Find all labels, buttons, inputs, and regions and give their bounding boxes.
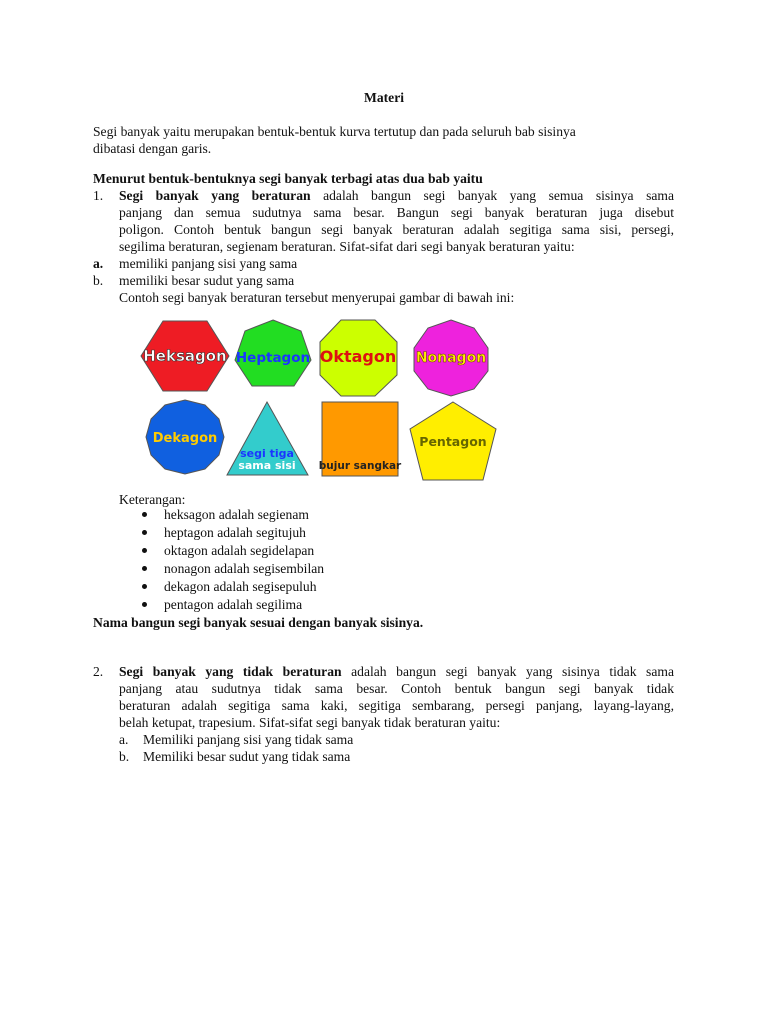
item-2-line-2: panjang atau sudutnya tidak sama besar. Contoh bentuk bangun segi banyak tidak [119,681,674,696]
item-1-line-1-rest: adalah bangun segi banyak yang semua sisinya sama [323,188,674,203]
item-2-line-3: beraturan adalah segitiga sama kaki, segitiga sembarang, persegi panjang, layang-layang, [119,698,674,713]
bullet-icon [142,602,147,607]
heptagon-label: Heptagon [235,350,311,366]
bullet-icon [142,584,147,589]
prop2-a-text: Memiliki panjang sisi yang tidak sama [143,732,354,747]
item-1-line-1 [119,187,674,204]
bullet-icon [142,566,147,571]
keterangan-item: oktagon adalah segidelapan [164,543,315,558]
bullet-icon [142,548,147,553]
pentagon-label: Pentagon [419,434,487,449]
item-2-bold: Segi banyak yang tidak beraturan [119,664,342,679]
dekagon-label: Dekagon [152,431,218,446]
heksagon-label: Heksagon [143,347,227,365]
note-text: Nama bangun segi banyak sesuai dengan banyak sisinya. [93,615,424,630]
keterangan-item: heksagon adalah segienam [164,507,309,522]
item-1-line-3: poligon. Contoh bentuk bangun segi banyak beraturan adalah segitiga sama sisi, persegi, [119,222,674,237]
item-1-bold: Segi banyak yang beraturan [119,188,311,203]
bujur-sangkar-label: bujur sangkar [318,460,402,472]
prop-b-marker: b. [93,273,104,288]
keterangan-item: pentagon adalah segilima [164,597,303,612]
item-1-line-2: panjang dan semua sudutnya sama besar. Bangun segi banyak beraturan juga disebut [119,205,674,220]
prop-a-marker: a. [93,256,104,271]
item-2-number: 2. [93,664,104,679]
prop2-b-marker: b. [119,749,130,764]
keterangan-item: nonagon adalah segisembilan [164,561,325,576]
keterangan-item: dekagon adalah segisepuluh [164,579,317,594]
item-1-number: 1. [93,188,104,203]
prop-b-text: memiliki besar sudut yang sama [119,273,295,288]
item-1-line-4: segilima beraturan, segienam beraturan. Sifat-sifat dari segi banyak beraturan yaitu: [119,239,575,254]
item-2-line-4: belah ketupat, trapesium. Sifat-sifat segi banyak tidak beraturan yaitu: [119,715,501,730]
bullet-icon [142,512,147,517]
item-2-line-1 [119,663,674,680]
polygon-figure [138,316,503,481]
intro-line-2: dibatasi dengan garis. [93,141,212,156]
prop2-a-marker: a. [119,732,129,747]
intro-line-1: Segi banyak yaitu merupakan bentuk-bentuk kurva tertutup dan pada seluruh bab sisinya [93,124,576,139]
section-heading: Menurut bentuk-bentuknya segi banyak terbagi atas dua bab yaitu [93,171,483,186]
prop2-b-text: Memiliki besar sudut yang tidak sama [143,749,351,764]
keterangan-label: Keterangan: [119,492,186,507]
segitiga-label-1: segi tiga [240,447,294,460]
segitiga-label-2: sama sisi [238,459,296,472]
page-title: Materi [364,90,404,105]
example-text: Contoh segi banyak beraturan tersebut menyerupai gambar di bawah ini: [119,290,515,305]
nonagon-label: Nonagon [415,350,487,366]
oktagon-label: Oktagon [319,347,397,366]
bullet-icon [142,530,147,535]
keterangan-item: heptagon adalah segitujuh [164,525,306,540]
prop-a-text: memiliki panjang sisi yang sama [119,256,298,271]
item-2-line-1-rest: adalah bangun segi banyak yang sisinya tidak sama [351,664,674,679]
